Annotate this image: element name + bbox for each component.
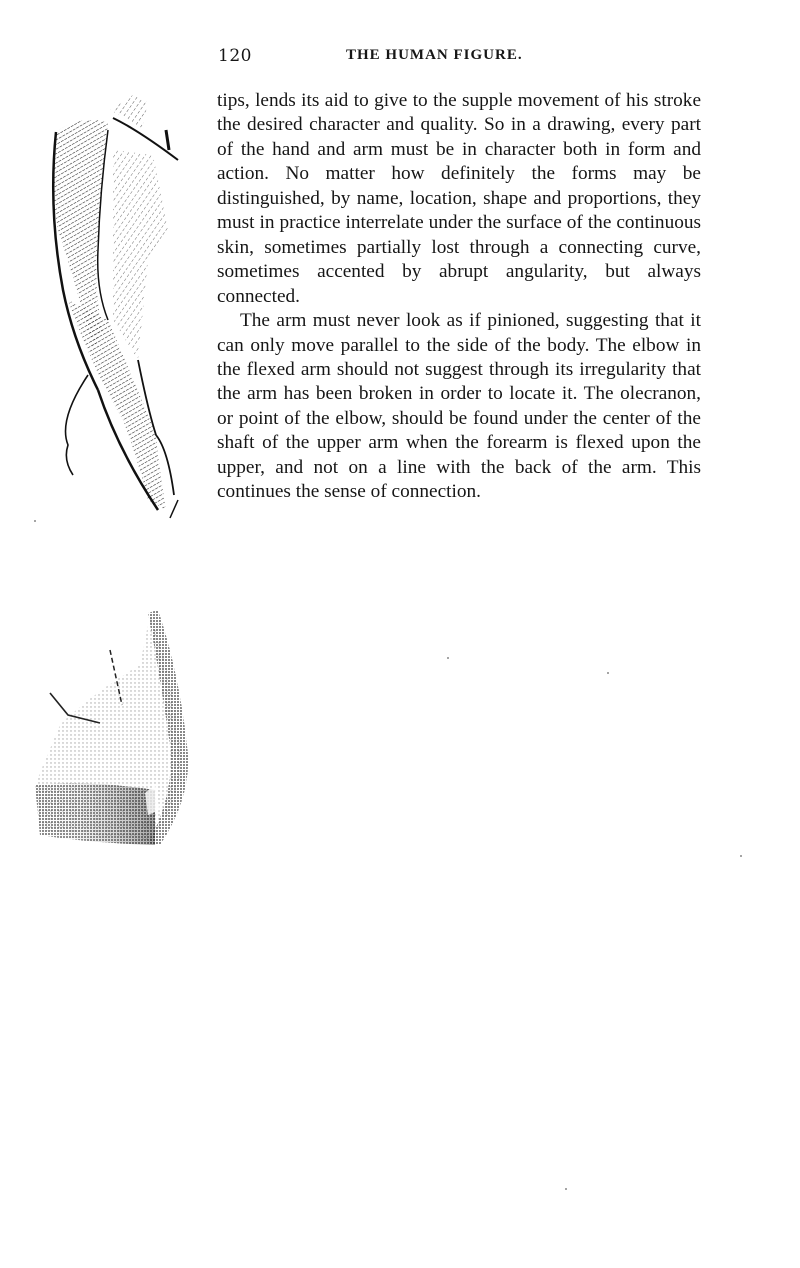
paragraph-2: The arm must never look as if pinioned, suggesting that it can only move parallel to the side of the body. The elbow in the flexed arm should not suggest through its irregularity that the arm has been broken in order to locate it. The olecranon, or point of the elbow, should be found under the center of the shaft of the upper arm when the forearm is flexed upon the upper, and not on a line with the back of the arm. This continues the sense of connection. [217, 310, 701, 503]
extended-arm-figure [38, 90, 188, 520]
flexed-elbow-illustration [30, 605, 195, 850]
flexed-elbow-figure [30, 605, 195, 850]
paragraph-1: tips, lends its aid to give to the supple movement of his stroke the desired character and quality. So in a drawing, every part of the hand and arm must be in character both in form and action. No matter how definitely the forms may be distinguished, by name, location, shape and proportions, they must in practice interrelate under the surface of the continuous skin, sometimes partially lost through a connecting curve, sometimes accented by abrupt angularity, but always connected. [217, 90, 701, 307]
page-number: 120 [218, 46, 252, 66]
scan-speck [447, 657, 449, 659]
running-title: THE HUMAN FIGURE. [346, 47, 523, 63]
extended-arm-illustration [38, 90, 188, 520]
body-text [217, 89, 701, 505]
scan-speck [740, 855, 742, 857]
scan-speck [34, 520, 36, 522]
page-header [218, 46, 578, 70]
scan-speck [607, 672, 609, 674]
scan-speck [565, 1188, 567, 1190]
